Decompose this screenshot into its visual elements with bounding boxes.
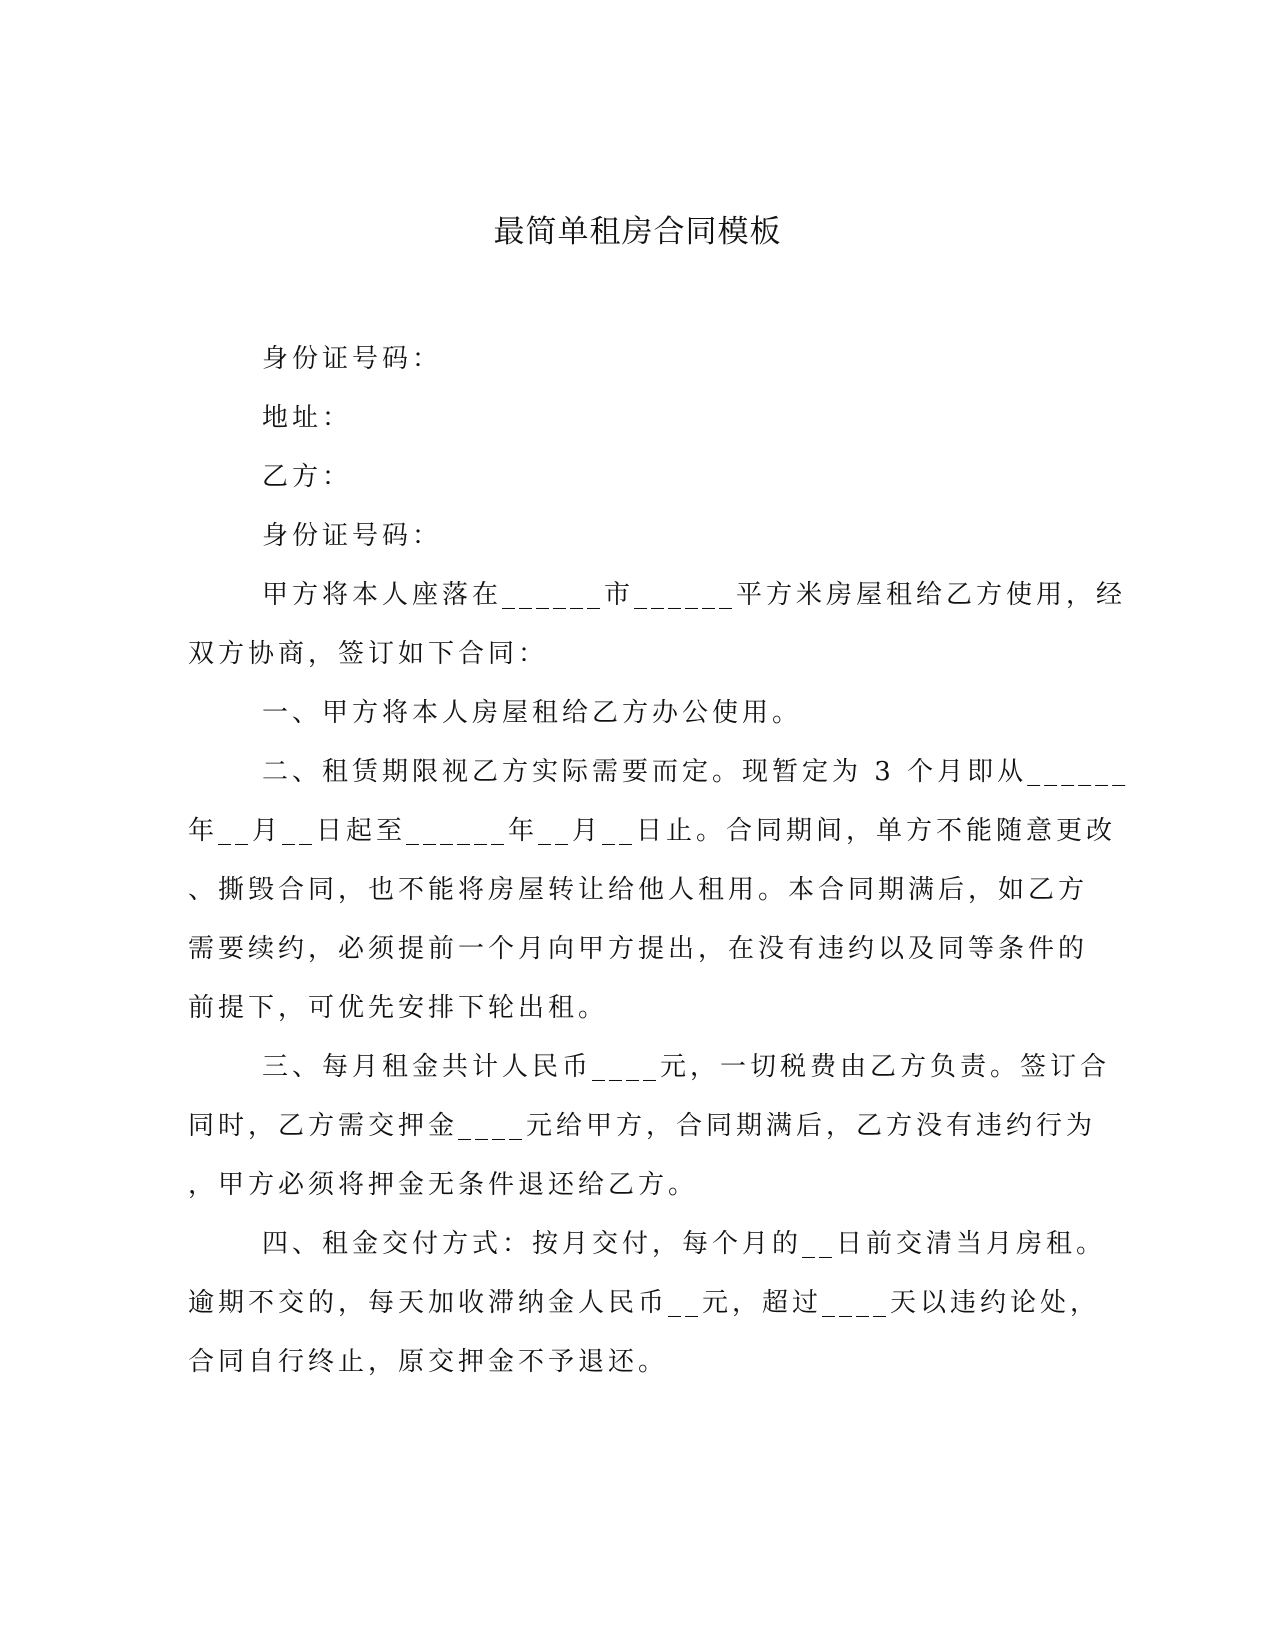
document-body bbox=[188, 330, 1130, 1392]
text-line: 合同自行终止，原交押金不予退还。 bbox=[188, 1347, 669, 1377]
text-line: 身份证号码： bbox=[262, 521, 443, 551]
document-title: 最简单租房合同模板 bbox=[493, 214, 782, 250]
text-line: 双方协商，签订如下合同： bbox=[188, 639, 549, 669]
text-line: 年__月__日起至______年__月__日止。合同期间，单方不能随意更改 bbox=[188, 816, 1117, 846]
text-line: 同时，乙方需交押金____元给甲方，合同期满后，乙方没有违约行为 bbox=[188, 1111, 1097, 1141]
text-line: 地址： bbox=[262, 403, 353, 433]
text-line: 二、租赁期限视乙方实际需要而定。现暂定为 3 个月即从______ bbox=[262, 757, 1130, 787]
text-line: 前提下，可优先安排下轮出租。 bbox=[188, 993, 609, 1023]
text-line: 乙方： bbox=[262, 462, 353, 492]
text-line: 甲方将本人座落在______市______平方米房屋租给乙方使用，经 bbox=[262, 580, 1127, 610]
text-line: ，甲方必须将押金无条件退还给乙方。 bbox=[188, 1170, 699, 1200]
text-line: 需要续约，必须提前一个月向甲方提出，在没有违约以及同等条件的 bbox=[188, 934, 1089, 964]
text-line: 三、每月租金共计人民币____元，一切税费由乙方负责。签订合 bbox=[262, 1052, 1111, 1082]
text-line: 逾期不交的，每天加收滞纳金人民币__元，超过____天以违约论处， bbox=[188, 1288, 1101, 1318]
text-line: 身份证号码： bbox=[262, 344, 443, 374]
text-line: 、撕毁合同，也不能将房屋转让给他人租用。本合同期满后，如乙方 bbox=[188, 875, 1089, 905]
text-line: 四、租金交付方式：按月交付，每个月的__日前交清当月房租。 bbox=[262, 1229, 1107, 1259]
text-line: 一、甲方将本人房屋租给乙方办公使用。 bbox=[262, 698, 803, 728]
